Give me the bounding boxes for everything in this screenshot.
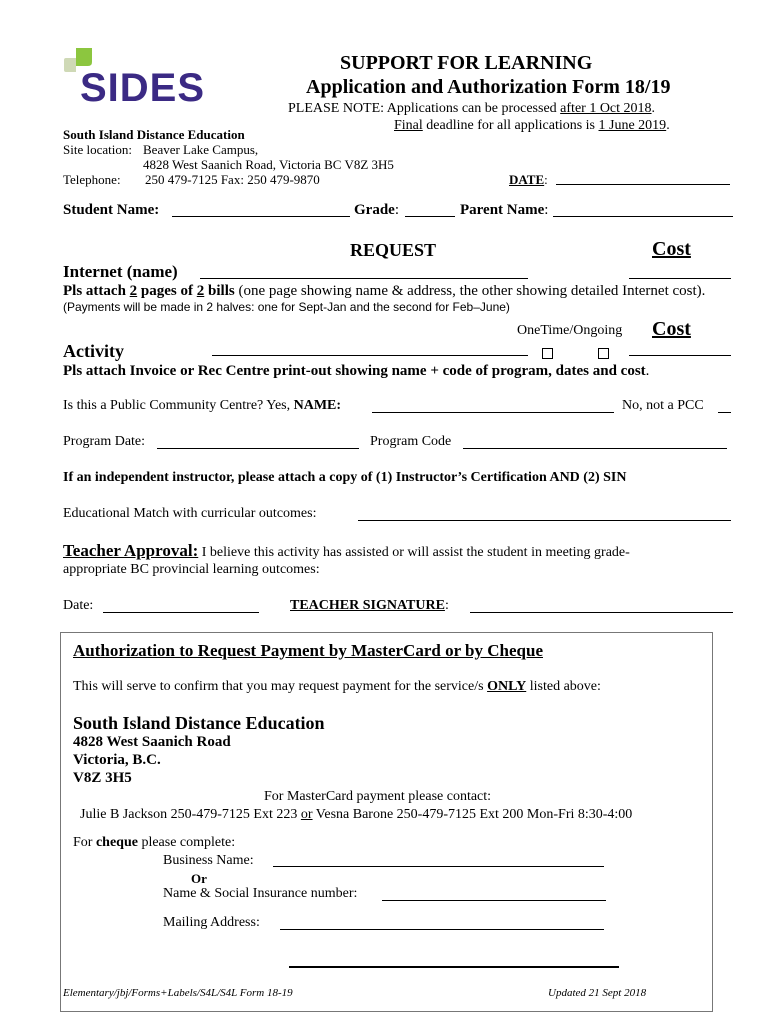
telephone-value: 250 479-7125 Fax: 250 479-9870 xyxy=(145,172,320,187)
sides-logo xyxy=(62,44,207,112)
activity-cost-field[interactable] xyxy=(629,355,731,356)
business-name-label: Business Name: xyxy=(163,853,254,868)
site-line1: Beaver Lake Campus, xyxy=(143,142,259,157)
student-name-label: Student Name: xyxy=(63,202,160,218)
teacher-approval-text2: appropriate BC provincial learning outcomes: xyxy=(63,562,320,577)
date-label: DATE: xyxy=(509,172,548,187)
school-name: South Island Distance Education xyxy=(63,127,245,142)
site-line2: 4828 West Saanich Road, Victoria BC V8Z 3H5 xyxy=(143,157,394,172)
auth-org-name: South Island Distance Education xyxy=(73,713,325,733)
internet-cost-field[interactable] xyxy=(629,278,731,279)
program-code-field[interactable] xyxy=(463,448,727,449)
parent-name-label: Parent Name: xyxy=(460,202,549,218)
grade-field[interactable] xyxy=(405,216,455,217)
pcc-no-label: No, not a PCC xyxy=(622,398,704,413)
footer-left: Elementary/jbj/Forms+Labels/S4L/S4L Form 18-19 xyxy=(63,987,293,999)
pcc-name-field[interactable] xyxy=(372,412,614,413)
parent-name-field[interactable] xyxy=(553,216,733,217)
cost-heading: Cost xyxy=(652,238,691,260)
or-label: Or xyxy=(191,871,207,886)
authorization-confirm: This will serve to confirm that you may request payment for the service/s ONLY listed above: xyxy=(73,679,601,694)
teacher-signature-label: TEACHER SIGNATURE: xyxy=(290,598,449,613)
ongoing-checkbox[interactable] xyxy=(598,348,609,359)
program-date-field[interactable] xyxy=(157,448,359,449)
activity-label: Activity xyxy=(63,341,124,361)
teacher-approval-text: Teacher Approval: I believe this activity has assisted or will assist the student in meeting grade- xyxy=(63,541,630,560)
invoice-instruction: Pls attach Invoice or Rec Centre print-out showing name + code of program, dates and cost. xyxy=(63,363,650,379)
onetime-checkbox[interactable] xyxy=(542,348,553,359)
auth-address-3: V8Z 3H5 xyxy=(73,770,132,786)
edu-match-field[interactable] xyxy=(358,520,731,521)
request-heading: REQUEST xyxy=(350,240,437,260)
deadline-note: Final deadline for all applications is 1 June 2019. xyxy=(394,118,670,133)
business-name-field[interactable] xyxy=(273,866,604,867)
mailing-address-field[interactable] xyxy=(280,929,604,930)
pcc-no-field[interactable] xyxy=(718,412,731,413)
name-sin-field[interactable] xyxy=(382,900,606,901)
date-field[interactable] xyxy=(556,184,730,185)
telephone-label: Telephone: xyxy=(63,172,121,187)
activity-cost-heading: Cost xyxy=(652,318,691,340)
processing-note: PLEASE NOTE: Applications can be processed after 1 Oct 2018. xyxy=(288,101,656,116)
contact-line: Julie B Jackson 250-479-7125 Ext 223 or Vesna Barone 250-479-7125 Ext 200 Mon-Fri 8:30-4:00 xyxy=(80,807,633,822)
onetime-ongoing-label: OneTime/Ongoing xyxy=(517,323,623,338)
footer-right: Updated 21 Sept 2018 xyxy=(548,987,647,999)
teacher-date-field[interactable] xyxy=(103,612,259,613)
internet-name-field[interactable] xyxy=(200,278,528,279)
activity-name-field[interactable] xyxy=(212,355,528,356)
teacher-signature-field[interactable] xyxy=(470,612,733,613)
instructor-note: If an independent instructor, please attach a copy of (1) Instructor’s Certification AND (2) SIN xyxy=(63,470,627,485)
logo-text: SIDES xyxy=(80,66,206,110)
edu-match-label: Educational Match with curricular outcomes: xyxy=(63,506,317,521)
grade-label: Grade: xyxy=(354,202,399,218)
teacher-date-label: Date: xyxy=(63,598,94,613)
form-subtitle: Application and Authorization Form 18/19 xyxy=(306,76,671,98)
pcc-question: Is this a Public Community Centre? Yes, NAME: xyxy=(63,398,342,413)
mailing-address-field-2[interactable] xyxy=(289,966,619,968)
auth-address-1: 4828 West Saanich Road xyxy=(73,734,231,750)
auth-address-2: Victoria, B.C. xyxy=(73,752,161,768)
mastercard-contact: For MasterCard payment please contact: xyxy=(264,789,492,804)
authorization-heading: Authorization to Request Payment by MasterCard or by Cheque xyxy=(73,641,543,660)
internet-label: Internet (name) xyxy=(63,262,178,281)
student-name-field[interactable] xyxy=(172,216,350,217)
site-label: Site location: xyxy=(63,142,132,157)
cheque-instruction: For cheque please complete: xyxy=(73,835,236,850)
bills-instruction: Pls attach 2 pages of 2 bills (one page showing name & address, the other showing detailed Internet cost). xyxy=(63,283,706,299)
mailing-address-label: Mailing Address: xyxy=(163,915,260,930)
program-code-label: Program Code xyxy=(370,434,452,449)
name-sin-label: Name & Social Insurance number: xyxy=(163,886,358,901)
payments-note: (Payments will be made in 2 halves: one for Sept-Jan and the second for Feb–June) xyxy=(63,300,510,314)
form-title: SUPPORT FOR LEARNING xyxy=(340,52,593,74)
program-date-label: Program Date: xyxy=(63,434,146,449)
